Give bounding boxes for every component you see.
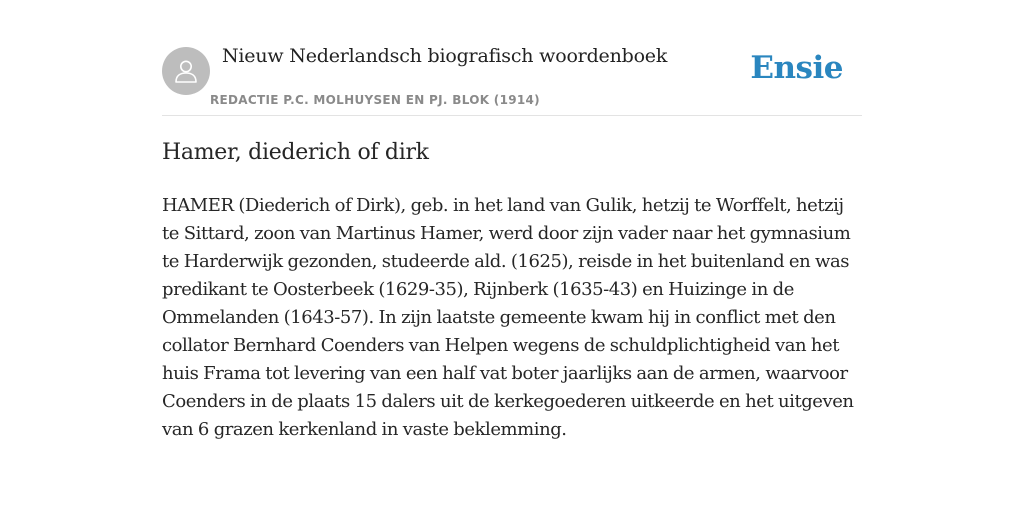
person-icon (172, 57, 200, 85)
entry-title: Hamer, diederich of dirk (162, 140, 429, 165)
entry-header (162, 40, 862, 116)
entry-body-text: HAMER (Diederich of Dirk), geb. in het land van Gulik, hetzij te Worffelt, hetzij te Sittard, zoon van Martinus Hamer, werd door zijn vader naar het gymnasium te Harderwijk gezonden, studeerde ald. (1625), reisde in het buitenland en was predikant te Oosterbeek (1629-35), Rijnberk (1635-43) en Huizinge in de Ommelanden (1643-57). In zijn laatste gemeente kwam hij in conflict met den collator Bernhard Coenders van Helpen wegens de schuldplichtigheid van het huis Frama tot levering van een half vat boter jaarlijks aan de armen, waarvoor Coenders in de plaats 15 dalers uit de kerkegoederen uitkeerde en het uitgeven van 6 grazen kerkenland in vaste beklemming. (162, 195, 854, 440)
ensie-logo[interactable]: Ensie (750, 50, 843, 86)
author-avatar[interactable] (162, 47, 210, 95)
editors-subtitle: REDACTIE P.C. MOLHUYSEN EN PJ. BLOK (1914) (210, 93, 540, 107)
entry-card (162, 40, 862, 440)
book-title-link[interactable]: Nieuw Nederlandsch biografisch woordenboek (222, 45, 668, 67)
